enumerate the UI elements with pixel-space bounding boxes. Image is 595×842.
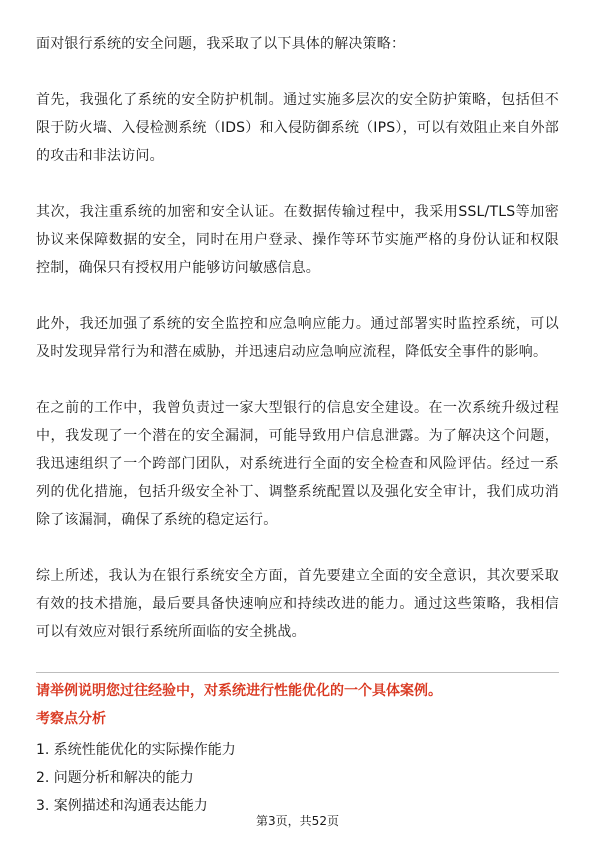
paragraph-monitoring: 此外，我还加强了系统的安全监控和应急响应能力。通过部署实时监控系统，可以及时发现异常行为和潜在威胁，并迅速启动应急响应流程，降低安全事件的影响。 — [36, 316, 559, 360]
answer-body — [36, 30, 559, 646]
paragraph-encryption: 其次，我注重系统的加密和安全认证。在数据传输过程中，我采用SSL/TLS等加密协议来保障数据的安全，同时在用户登录、操作等环节实施严格的身份认证和权限控制，确保只有授权用户能够访问敏感信息。 — [36, 204, 559, 276]
section-divider — [36, 672, 559, 673]
paragraph-summary: 综上所述，我认为在银行系统安全方面，首先要建立全面的安全意识，其次要采取有效的技术措施，最后要具备快速响应和持续改进的能力。通过这些策略，我相信可以有效应对银行系统所面临的安全挑战。 — [36, 568, 559, 640]
analysis-point: 1. 系统性能优化的实际操作能力 — [36, 742, 236, 758]
analysis-point: 2. 问题分析和解决的能力 — [36, 770, 194, 786]
paragraph-defense: 首先，我强化了系统的安全防护机制。通过实施多层次的安全防护策略，包括但不限于防火墙、入侵检测系统（IDS）和入侵防御系统（IPS），可以有效阻止来自外部的攻击和非法访问。 — [36, 92, 559, 164]
interview-question: 请举例说明您过往经验中，对系统进行性能优化的一个具体案例。 — [36, 683, 442, 699]
analysis-title: 考察点分析 — [36, 711, 106, 727]
paragraph-case: 在之前的工作中，我曾负责过一家大型银行的信息安全建设。在一次系统升级过程中，我发现了一个潜在的安全漏洞，可能导致用户信息泄露。为了解决这个问题，我迅速组织了一个跨部门团队，对系统进行全面的安全检查和风险评估。经过一系列的优化措施，包括升级安全补丁、调整系统配置以及强化安全审计，我们成功消除了该漏洞，确保了系统的稳定运行。 — [36, 400, 559, 528]
analysis-points — [36, 736, 559, 820]
page-number: 第3页，共52页 — [256, 814, 339, 828]
analysis-point: 3. 案例描述和沟通表达能力 — [36, 798, 208, 814]
intro-paragraph: 面对银行系统的安全问题，我采取了以下具体的解决策略： — [36, 36, 406, 52]
